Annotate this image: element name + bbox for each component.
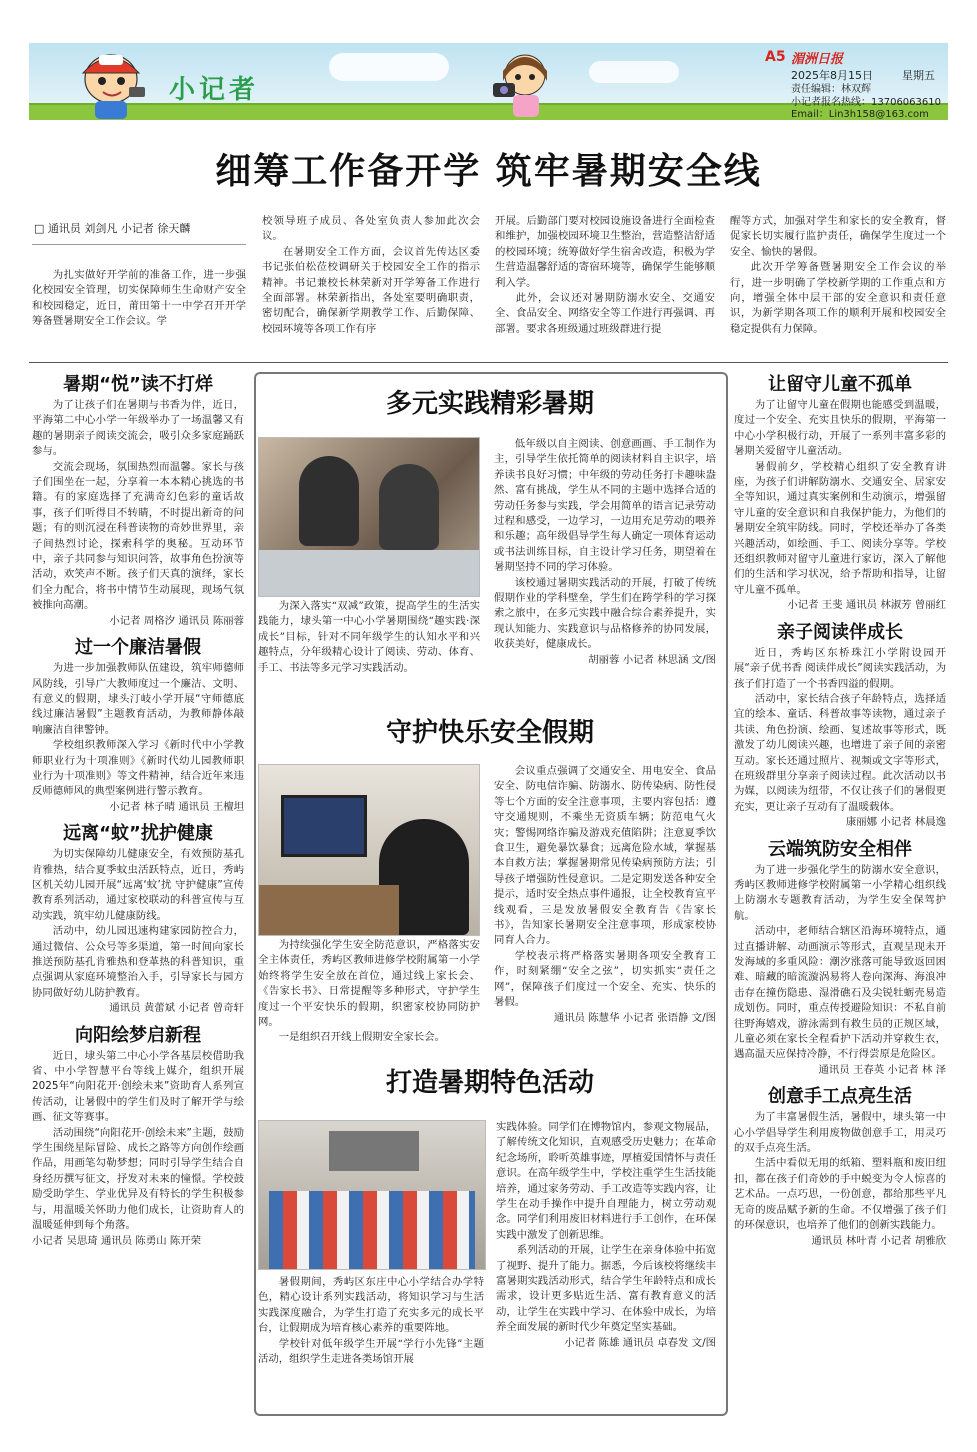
- story-paragraph: 活动中，幼儿园迅速构建家园防控合力，通过微信、公众号等多渠道，第一时间向家长推送预防基孔肯雅热和登革热的科普知识，重点强调从家庭环境整治入手，引导家长与园方协同做好幼儿防护教育。: [32, 925, 244, 999]
- child-figure-icon: [299, 456, 359, 546]
- feature-paragraph: 学校表示将严格落实暑期各项安全教育工作，时刻紧绷“安全之弦”，切实抓实“责任之网”，保障孩子们度过一个安全、充实、快乐的暑假。: [494, 949, 716, 1009]
- left-story: [32, 1023, 244, 1249]
- story-title: 过一个廉洁暑假: [75, 637, 201, 659]
- feature-paragraph: 低年级以自主阅读、创意画画、手工制作为主，引导学生依托简单的阅读材料自主识字，培养读书良好习惯；中年级的劳动任务打卡趣味盎然、富有挑战，学生从不同的主题中选择合适的劳动任务参与实践，学会用简单的语言记录劳动过程和感受，一边学习，一边用充足劳动的喂养和乐趣；高年级倡导学生每人确定一项体育运动或书法训练目标，自主设计学习任务，期望着在暑期坚持不同的学习体验。: [494, 438, 716, 574]
- left-story: [32, 821, 244, 1016]
- feature-paragraph: 实践体验。同学们在博物馆内，参观文物展品，了解传统文化知识，直观感受历史魅力；在革命纪念场所，聆听英雄事迹，厚植爱国情怀与责任意识。在高年级学生中，学校注重学生生活技能培养，通过家务劳动、手工改造等实践内容，让学生在动手操作中提升自理能力，树立劳动观念。同学们利用废旧材料进行手工创作，在环保实践中激发了创新思维。: [496, 1121, 716, 1241]
- feature-title: 多元实践精彩暑期: [385, 389, 594, 419]
- column-name: 小记者: [169, 75, 260, 105]
- feature-paragraph: 一是组织召开线上假期安全家长会。: [278, 1031, 446, 1044]
- students-group-icon: [269, 1191, 475, 1269]
- cloud-icon: [589, 61, 679, 83]
- main-headline: 细筹工作备开学 筑牢暑期安全线: [215, 150, 762, 192]
- main-paragraph: 校领导班子成员、各处室负责人参加此次会议。: [262, 215, 480, 243]
- story-paragraph: 为了让孩子们在暑期与书香为伴，近日，平海第二中心小学一年级举办了一场温馨又有趣的暑期亲子阅读交流会，吸引众多家庭踊跃参与。: [32, 399, 244, 458]
- main-paragraph: 醒等方式，加强对学生和家长的安全教育，督促家长切实履行监护责任，确保学生度过一个安全、愉快的暑假。: [730, 215, 946, 258]
- newspaper-logo: 湄洲日报: [791, 52, 844, 67]
- feature-paragraph: 暑假期间，秀屿区东庄中心小学结合办学特色，精心设计系列实践活动，将知识学习与生活实践深度融合，为学生打造了充实多元的成长平台，让假期成为培育核心素养的重要阵地。: [258, 1276, 484, 1335]
- story-signature: 通讯员 林叶青 小记者 胡雅欣: [811, 1234, 946, 1247]
- story-paragraph: 暑假前夕，学校精心组织了安全教育讲座，为孩子们讲解防溺水、交通安全、居家安全等知识，通过真实案例和生动演示，增强留守儿童的安全意识和自我保护能力，为他们的暑期安全筑牢防线。同时，学校还举办了各类兴趣活动，如绘画、手工、阅读分享等。学校还组织教师对留守儿童进行家访，深入了解他们的生活和学习状况，给予帮助和指导，让留守儿童不孤单。: [734, 460, 946, 596]
- main-col-3: [495, 214, 715, 337]
- feature-paragraph: 该校通过暑期实践活动的开展，打破了传统假期作业的学科壁垒，学生们在跨学科的学习探索之旅中，在多元实践中融合综合素养提升，实现认知能力、实践意识与品格修养的协同发展，收获美好，健康成长。: [494, 576, 716, 651]
- story-paragraph: 为了让留守儿童在假期也能感受到温暖，度过一个安全、充实且快乐的假期，平海第一中心小学积极行动，开展了一系列丰富多彩的暑期关爱留守儿童活动。: [734, 399, 946, 458]
- story-paragraph: 活动围绕“向阳花开·创绘未来”主题，鼓励学生围绕星际冒险、成长之路等方向创作绘画作品，用画笔勾勒梦想；同时引导学生结合自身经历撰写征文，抒发对未来的憧憬。学校鼓励受助学生、学业优异及有特长的学生积极参与，用温暖关怀助力他们成长，让资助育人的温暖延伸到每个角落。: [32, 1126, 244, 1232]
- feature-text-left: [258, 599, 480, 676]
- screen-icon: [329, 1131, 419, 1171]
- page-number: A5: [765, 49, 786, 65]
- right-story: [734, 1084, 946, 1249]
- cloud-icon: [329, 53, 449, 81]
- section-divider: [29, 362, 948, 363]
- story-title: 暑期“悦”读不打烊: [63, 374, 213, 395]
- main-paragraph: 在暑期安全工作方面，会议首先传达区委书记张伯松莅校调研关于校园安全工作的指示精神。书记兼校长林荣新对开学筹备工作进行全面部署。林荣新指出，各处室要明确职责，密切配合，确保新学期教学工作、后勤保障、校园环境等各项工作有序: [262, 245, 480, 335]
- feature-text-right: [494, 764, 716, 1026]
- child-figure-icon: [379, 464, 439, 550]
- main-col-2: [262, 214, 480, 337]
- story-signature: 小记者 周格汐 通讯员 陈丽蓉: [109, 614, 244, 627]
- main-paragraph: 此次开学筹备暨暑期安全工作会议的举行，进一步明确了学校新学期的工作重点和方向，增强全体中层干部的安全意识和责任意识，为新学期各项工作的顺利开展和校园安全稳定提供有力保障。: [730, 261, 946, 335]
- sink-icon: [259, 550, 479, 596]
- right-story: [734, 372, 946, 614]
- mascot-reporter-icon: [69, 49, 157, 119]
- story-title: 远离“蚊”扰护健康: [63, 823, 213, 845]
- main-col-4: [730, 214, 946, 337]
- students-museum-visit-photo: [258, 1120, 486, 1270]
- story-paragraph: 为切实保障幼儿健康安全，有效预防基孔肯雅热，结合夏季蚊虫活跃特点，近日，秀屿区机关幼儿园开展“远离‘蚊’扰 守护健康”宣传教育系列活动，通过家校联动的科普宣传与互动实践，筑牢幼儿健康防线。: [32, 848, 244, 922]
- feature-text-left: [258, 1275, 484, 1367]
- story-paragraph: 活动中，老师结合辖区沿海环境特点，通过直播讲解、动画演示等形式，直观呈现未开发海域的多重风险：潮汐涨落可能导致返回困难、暗藏的暗流漩涡易将人卷向深海、海浪冲击存在撞伤隐患、湿滑礁石及尖锐牡蛎壳易造成划伤。同时，重点传授避险知识：不私自前往野海嬉戏，游泳需到有救生员的正规区域，儿童必须在家长全程看护下活动并穿救生衣，遇高温天应保持冷静，不行得尝原是危险区。: [734, 925, 946, 1061]
- feature-signature: 通讯员 陈慧华 小记者 张语静 文/图: [553, 1011, 716, 1024]
- left-story: [32, 635, 244, 815]
- feature-text-left: [258, 938, 480, 1046]
- right-story: [734, 620, 946, 831]
- story-title: 云端筑防安全相伴: [768, 838, 912, 860]
- feature-paragraph: 为持续强化学生安全防范意识，严格落实安全主体责任，秀屿区教师进修学校附属第一小学始终将学生安全放在首位，通过线上家长会、《告家长书》、日常提醒等多种形式，守护学生度过一个平安快乐的假期，织密家校协同防护网。: [258, 939, 480, 1029]
- story-signature: 康丽娜 小记者 林晨逸: [845, 816, 946, 829]
- right-column: [734, 372, 946, 1412]
- editor-line: 责任编辑：林双辉: [791, 84, 871, 95]
- story-paragraph: 交流会现场，氛围热烈而温馨。家长与孩子们围坐在一起，分享着一本本精心挑选的书籍。有的家庭选择了充满奇幻色彩的童话故事，孩子们听得目不转睛，不时提出新奇的问题；有的则沉浸在科普读物的奇妙世界里，亲子间热烈讨论，探索科学的奥秘。互动环节中，亲子共同参与知识问答，故事角色扮演等活动，欢笑声不断。孩子们天真的演绎，家长们全力配合，将书中情节生动展现，现场气氛被推向高潮。: [32, 460, 244, 612]
- mascot-girl-camera-icon: [489, 47, 559, 119]
- left-column: [32, 372, 244, 1412]
- monitor-icon: [281, 795, 367, 857]
- main-paragraph: 开展。后勤部门要对校园设施设备进行全面检查和维护，加强校园环境卫生整治，营造整洁舒适的校园环境；统筹做好学生宿舍改造，积极为学生营造温馨舒适的寄宿环境等，确保学生能够顺利入学。: [495, 215, 715, 289]
- hotline-line: 小记者报名热线：13706063610: [791, 97, 941, 108]
- main-paragraph: 为扎实做好开学前的准备工作，进一步强化校园安全管理，切实保障师生生命财产安全和校园稳定，近日，莆田第十一中学召开开学筹备暨暑期安全工作会议。学: [32, 269, 246, 328]
- story-paragraph: 近日，埭头第二中心小学各基层校借助我省、中小学智慧平台等线上媒介，组织开展2025年“向阳花开·创绘未来”资助育人系列宣传活动，让暑假中的学生们及时了解开学与绘画、征文等赛事。: [32, 1049, 244, 1124]
- main-col-1: [32, 268, 246, 330]
- feature-title: 打造暑期特色活动: [385, 1068, 594, 1098]
- feature-paragraph: 会议重点强调了交通安全、用电安全、食品安全、防电信诈骗、防溺水、防传染病、防性侵等七个方面的安全注意事项，主要内容包括：遵守交通规则，不乘坐无资质车辆；防范电气火灾；警惕网络诈骗及游戏充值陷阱；注意夏季饮食卫生，避免暴饮暴食；远离危险水域，掌握基本自救方法；掌握暑期常见传染病预防方法；引导孩子增强防性侵意识。二是定期发送各种安全提示，适时安全热点事件通报，让全校教育宣平线观看，三是发放暑假安全教育告《告家长书》，告知家长暑期安全注意事项，形成家校协同育人合力。: [494, 765, 716, 947]
- story-title: 亲子阅读伴成长: [777, 621, 903, 643]
- feature-paragraph: 学校针对低年级学生开展“学行小先锋”主题活动，组织学生走进各类场馆开展: [258, 1337, 484, 1366]
- story-signature: 通讯员 黄蕾斌 小记者 曾奇轩: [109, 1002, 244, 1015]
- story-title: 向阳绘梦启新程: [75, 1024, 201, 1046]
- story-paragraph: 为了丰富暑假生活，暑假中，埭头第一中心小学倡导学生利用废物做创意手工，用灵巧的双手点亮生活。: [734, 1111, 946, 1155]
- story-title: 创意手工点亮生活: [768, 1086, 912, 1108]
- right-story: [734, 837, 946, 1079]
- feature-text-right: [494, 437, 716, 668]
- story-paragraph: 生活中看似无用的纸箱、塑料瓶和废旧纽扣，都在孩子们奇妙的手中蜕变为令人惊喜的艺术品。一点巧思，一份创意，都给那些平凡无奇的废品赋予新的生命。不仅增强了孩子们的环保意识，也培养了他们的创新实践能力。: [734, 1157, 946, 1232]
- feature-text-right: [496, 1120, 716, 1351]
- story-paragraph: 活动中，家长结合孩子年龄特点，选择适宜的绘本、童话、科普故事等读物，通过亲子共读、角色扮演、绘画、复述故事等形式，既激发了幼儿阅读兴趣，也增进了亲子间的亲密互动。家长还通过照片、视频或文字等形式，在班级群里分享亲子阅读过程。此次活动以书为媒，以阅读为纽带，不仅让孩子们的暑假更充实，更让亲子互动有了温暖载体。: [734, 692, 946, 813]
- byline: □ 通讯员 刘剑凡 小记者 徐天麟: [34, 222, 191, 235]
- feature-signature: 胡丽蓉 小记者 林思涵 文/图: [588, 653, 716, 666]
- issue-weekday: 星期五: [902, 69, 935, 82]
- desk-icon: [259, 885, 399, 935]
- issue-date: 2025年8月15日: [791, 69, 873, 82]
- feature-signature: 小记者 陈雄 通讯员 卓春发 文/图: [564, 1336, 716, 1349]
- feature-title: 守护快乐安全假期: [385, 718, 594, 748]
- story-paragraph: 学校组织教师深入学习《新时代中小学教师职业行为十项准则》《新时代幼儿园教师职业行为十项准则》等文件精神，结合近年来违反师德师风的典型案例进行警示教育。: [32, 739, 244, 798]
- story-signature: 小记者 王斐 通讯员 林淑芳 曾丽红: [787, 599, 946, 612]
- story-paragraph: 为进一步加强教师队伍建设，筑牢师德师风防线，引导广大教师度过一个廉洁、文明、有意义的假期，埭头汀岐小学开展“守师德底线过廉洁暑假”主题教育活动，为教师静体敲响廉洁自律警钟。: [32, 662, 244, 736]
- story-signature: 小记者 吴思琦 通讯员 陈勇山 陈开荣: [32, 1234, 202, 1247]
- masthead-banner: [29, 43, 948, 120]
- story-paragraph: 近日，秀屿区东桥珠江小学附设园开展“亲子优书香 阅读伴成长”阅读实践活动，为孩子们打造了一个书香四溢的假期。: [734, 646, 946, 690]
- story-signature: 小记者 林子晴 通讯员 王檀坦: [109, 800, 244, 813]
- story-paragraph: 为了进一步强化学生的防溺水安全意识，秀屿区教师进修学校附属第一小学精心组织线上防溺水专题教育活动，为学生安全保驾护航。: [734, 863, 946, 922]
- parent-child-computer-photo: [258, 764, 480, 936]
- kids-washing-dishes-photo: [258, 437, 480, 597]
- story-title: 让留守儿童不孤单: [768, 374, 912, 395]
- feature-paragraph: 为深入落实“双减”政策，提高学生的生活实践能力，埭头第一中心小学暑期围绕“趣实践·深成长”目标，针对不同年级学生的认知水平和兴趣特点，分年级精心设计了阅读、劳动、体育、手工、书法等多元学习实践活动。: [258, 600, 480, 674]
- left-story: [32, 372, 244, 629]
- main-paragraph: 此外，会议还对暑期防溺水安全、交通安全、食品安全、网络安全等工作进行再强调、再部署。要求各班级通过班级群进行提: [495, 292, 715, 335]
- email-line: Email：Lin3h158@163.com: [791, 109, 929, 120]
- byline-rule: [32, 244, 246, 245]
- story-signature: 通讯员 王春英 小记者 林 泽: [818, 1063, 946, 1076]
- feature-paragraph: 系列活动的开展，让学生在亲身体验中拓宽了视野、提升了能力。据悉，今后该校将继续丰富暑期实践活动形式，结合学生年龄特点和成长需求，设计更多贴近生活、富有教育意义的活动，让学生在实践中学习、在体验中成长，为培养全面发展的新时代少年奠定坚实基础。: [496, 1244, 716, 1334]
